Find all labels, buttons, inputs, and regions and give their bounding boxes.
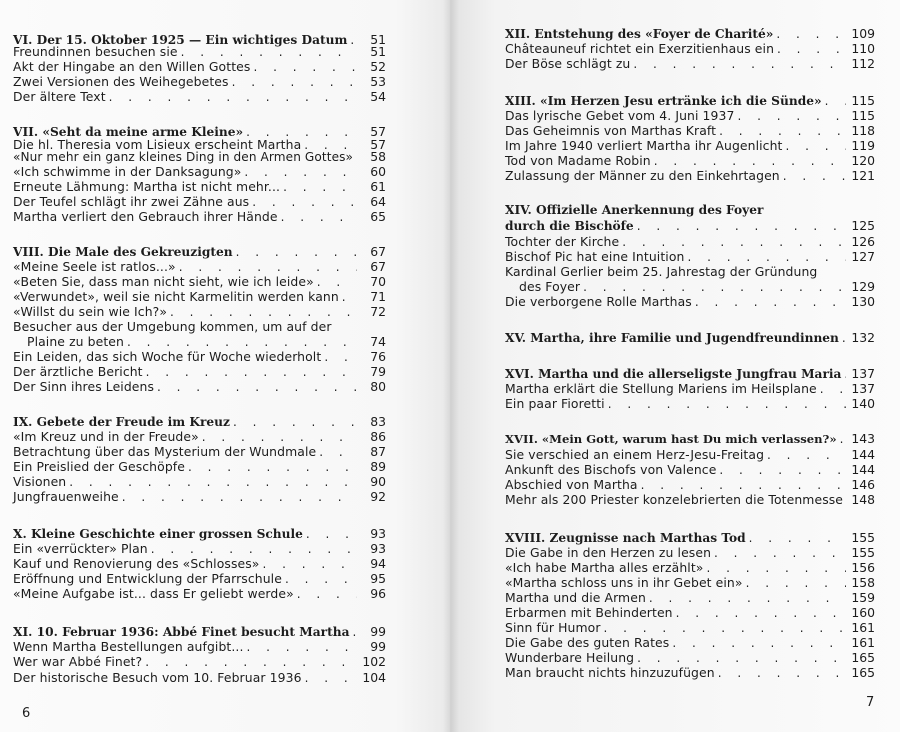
dot-leader	[695, 295, 846, 310]
toc-page-number: 80	[370, 379, 386, 394]
dot-leader	[127, 335, 357, 350]
toc-page-number: 118	[851, 123, 875, 138]
dot-leader	[252, 195, 357, 210]
toc-entry	[505, 56, 875, 71]
dot-leader	[253, 60, 357, 75]
dot-leader	[297, 587, 357, 602]
toc-entry-title: Châteauneuf richtet ein Exerzitienhaus ein	[505, 41, 775, 56]
toc-entry	[13, 459, 386, 474]
dot-leader	[232, 75, 357, 90]
dot-leader	[820, 382, 846, 397]
toc-entry-title: Freundinnen besuchen sie	[13, 44, 178, 59]
toc-entry	[505, 635, 875, 650]
toc-page-number: 70	[370, 274, 386, 289]
toc-entry	[13, 429, 386, 444]
toc-entry-title: Der ärztliche Bericht	[13, 364, 143, 379]
dot-leader	[170, 305, 357, 320]
toc-entry	[505, 294, 875, 309]
toc-entry-title: «Meine Aufgabe ist... dass Er geliebt werde»	[13, 586, 294, 601]
toc-page-number: 130	[851, 294, 875, 309]
toc-entry-title: Besucher aus der Umgebung kommen, um auf der	[13, 319, 332, 334]
toc-entry	[505, 41, 875, 56]
dot-leader	[583, 280, 846, 295]
toc-page-number: 90	[370, 474, 386, 489]
dot-leader	[649, 591, 846, 606]
toc-entry-title: Das Geheimnis von Marthas Kraft	[505, 123, 717, 138]
toc-page-number: 110	[851, 41, 875, 56]
toc-entry	[505, 605, 875, 620]
toc-entry	[13, 89, 386, 104]
dot-leader	[342, 290, 357, 305]
toc-page-number: 121	[851, 168, 875, 183]
dot-leader	[236, 245, 357, 260]
toc-entry-title: Visionen	[13, 474, 67, 489]
dot-leader	[776, 27, 846, 42]
dot-leader	[786, 139, 847, 154]
toc-entry	[505, 234, 875, 249]
toc-chapter-heading	[13, 244, 386, 259]
dot-leader	[244, 165, 357, 180]
toc-entry	[505, 665, 875, 680]
toc-entry	[505, 447, 875, 462]
toc-entry-title: Martha erklärt die Stellung Mariens im Heilsplane	[505, 381, 817, 396]
dot-leader	[637, 651, 846, 666]
dot-leader	[181, 45, 357, 60]
toc-entry-title: VIII. Die Male des Gekreuzigten	[13, 245, 233, 259]
toc-page-number: 126	[851, 234, 875, 249]
toc-page-number: 155	[851, 530, 875, 545]
toc-entry	[13, 586, 386, 601]
dot-leader	[179, 260, 357, 275]
dot-leader	[622, 235, 846, 250]
toc-page-number: 86	[370, 429, 386, 444]
toc-entry-title: Erbarmen mit Behinderten	[505, 605, 673, 620]
toc-entry-title: Die hl. Theresia vom Lisieux erscheint Martha	[13, 137, 302, 152]
toc-entry-title: «Willst du sein wie Ich?»	[13, 304, 168, 319]
toc-entry-title: Man braucht nichts hinzuzufügen	[505, 665, 715, 680]
dot-leader	[324, 350, 357, 365]
dot-leader	[122, 490, 357, 505]
right-page-number: 7	[866, 695, 875, 710]
toc-entry-title: Eröffnung und Entwicklung der Pfarrschule	[13, 571, 282, 586]
toc-page-number: 53	[370, 74, 386, 89]
toc-chapter-heading	[13, 526, 386, 541]
toc-page-number: 51	[370, 44, 386, 59]
toc-entry-title: Die verborgene Rolle Marthas	[505, 294, 692, 309]
toc-entry-title: IX. Gebete der Freude im Kreuz	[13, 415, 230, 429]
toc-entry-title: Ein Leiden, das sich Woche für Woche wiederholt	[13, 349, 322, 364]
toc-chapter-heading	[505, 203, 875, 218]
toc-entry	[505, 153, 875, 168]
toc-page-number: 61	[370, 179, 386, 194]
dot-leader	[151, 542, 357, 557]
dot-leader	[69, 475, 357, 490]
toc-entry-title: XI. 10. Februar 1936: Abbé Finet besucht Martha	[13, 625, 350, 639]
dot-leader	[714, 546, 846, 561]
toc-page-number: 71	[370, 289, 386, 304]
dot-leader	[604, 621, 846, 636]
dot-leader	[157, 380, 357, 395]
right-toc	[450, 0, 900, 732]
toc-page-number: 165	[851, 650, 875, 665]
toc-page-number: 87	[370, 444, 386, 459]
dot-leader	[641, 478, 846, 493]
dot-leader	[233, 415, 357, 430]
toc-entry	[13, 654, 386, 669]
toc-entry	[505, 575, 875, 590]
toc-entry	[13, 379, 386, 394]
dot-leader	[718, 666, 846, 681]
toc-page-number: 109	[851, 26, 875, 41]
toc-entry	[13, 670, 386, 685]
toc-chapter-heading	[505, 330, 875, 345]
dot-leader	[687, 250, 846, 265]
toc-entry	[13, 444, 386, 459]
toc-entry-title: Das lyrische Gebet vom 4. Juni 1937	[505, 108, 735, 123]
dot-leader	[842, 331, 846, 346]
toc-entry-title: Die Gabe des guten Rates	[505, 635, 670, 650]
toc-page-number: 161	[851, 635, 875, 650]
toc-page-number: 79	[370, 364, 386, 379]
dot-leader	[844, 367, 846, 382]
toc-entry	[505, 545, 875, 560]
dot-leader	[654, 154, 846, 169]
toc-entry-title: Der Böse schlägt zu	[505, 56, 631, 71]
dot-leader	[676, 606, 846, 621]
toc-entry	[13, 194, 386, 209]
dot-leader	[306, 527, 357, 542]
toc-page-number: 99	[370, 624, 386, 639]
toc-entry-title: Der Sinn ihres Leidens	[13, 379, 155, 394]
toc-entry-title: Tod von Madame Robin	[505, 153, 651, 168]
toc-page-number: 64	[370, 194, 386, 209]
toc-page-number: 76	[370, 349, 386, 364]
toc-page-number: 155	[851, 545, 875, 560]
toc-page-number: 54	[370, 89, 386, 104]
toc-page-number: 102	[362, 654, 386, 669]
dot-leader	[317, 275, 357, 290]
toc-page-number: 129	[851, 279, 875, 294]
toc-entry-title: «Verwundet», weil sie nicht Karmelitin werden kann	[13, 289, 339, 304]
toc-page-number: 120	[851, 153, 875, 168]
toc-chapter-heading	[505, 218, 875, 233]
toc-entry-title: Kauf und Renovierung des «Schlosses»	[13, 556, 260, 571]
toc-entry-title: Die Gabe in den Herzen zu lesen	[505, 545, 712, 560]
dot-leader	[746, 576, 846, 591]
dot-leader	[202, 430, 357, 445]
toc-entry	[505, 477, 875, 492]
toc-entry-title: XV. Martha, ihre Familie und Jugendfreundinnen	[505, 331, 839, 345]
toc-page-number: 148	[851, 492, 876, 507]
toc-entry-title: Kardinal Gerlier beim 25. Jahrestag der Gründung	[505, 264, 818, 279]
dot-leader	[247, 640, 358, 655]
toc-entry	[13, 474, 386, 489]
toc-page-number: 96	[370, 586, 386, 601]
toc-entry	[505, 249, 875, 264]
toc-entry	[13, 274, 386, 289]
toc-page-number: 52	[370, 59, 386, 74]
toc-page-number: 143	[851, 431, 875, 446]
toc-chapter-heading	[505, 431, 875, 446]
toc-entry	[13, 304, 386, 319]
dot-leader	[608, 397, 846, 412]
toc-chapter-heading	[505, 26, 875, 41]
toc-entry-title: durch die Bischöfe	[505, 219, 634, 233]
toc-entry	[13, 259, 386, 274]
dot-leader	[783, 169, 846, 184]
toc-page-number: 137	[851, 366, 875, 381]
toc-entry	[13, 349, 386, 364]
toc-page-number: 72	[370, 304, 386, 319]
toc-entry	[505, 138, 875, 153]
toc-entry	[13, 289, 386, 304]
toc-entry-title: «Im Kreuz und in der Freude»	[13, 429, 199, 444]
toc-page-number: 156	[851, 560, 875, 575]
toc-entry-title: Martha verliert den Gebrauch ihrer Hände	[13, 209, 278, 224]
toc-entry-title: Der historische Besuch vom 10. Februar 1936	[13, 670, 302, 685]
toc-chapter-heading	[505, 93, 875, 108]
toc-page-number: 132	[851, 330, 875, 345]
toc-entry-title: X. Kleine Geschichte einer grossen Schule	[13, 527, 303, 541]
toc-entry	[505, 492, 875, 507]
toc-entry-title: «Beten Sie, dass man nicht sieht, wie ich leide»	[13, 274, 314, 289]
dot-leader	[188, 460, 357, 475]
dot-leader	[285, 572, 357, 587]
toc-entry-title: Zulassung der Männer zu den Einkehrtagen	[505, 168, 780, 183]
right-page	[450, 0, 900, 732]
toc-entry-title: Akt der Hingabe an den Willen Gottes	[13, 59, 251, 74]
toc-entry-title: «Meine Seele ist ratlos...»	[13, 259, 176, 274]
toc-page-number: 58	[370, 149, 386, 164]
toc-entry	[13, 59, 386, 74]
toc-page-number: 57	[370, 137, 386, 152]
toc-entry	[505, 620, 875, 635]
toc-page-number: 65	[370, 209, 386, 224]
toc-entry-title: Sinn für Humor	[505, 620, 601, 635]
toc-entry-title: XIV. Offizielle Anerkennung des Foyer	[505, 203, 764, 217]
dot-leader	[356, 150, 357, 165]
toc-entry	[13, 44, 386, 59]
dot-leader	[749, 531, 846, 546]
toc-page-number: 104	[362, 670, 386, 685]
toc-entry	[505, 560, 875, 575]
toc-chapter-heading	[13, 624, 386, 639]
dot-leader	[145, 655, 357, 670]
dot-leader	[283, 180, 357, 195]
toc-entry-title: Bischof Pic hat eine Intuition	[505, 249, 685, 264]
toc-page-number: 144	[851, 462, 875, 477]
toc-page-number: 119	[851, 138, 875, 153]
toc-chapter-heading	[505, 366, 875, 381]
toc-entry	[505, 650, 875, 665]
toc-page-number: 93	[370, 541, 386, 556]
toc-page-number: 67	[370, 244, 386, 259]
dot-leader	[706, 561, 846, 576]
toc-entry	[13, 639, 386, 654]
toc-page-number: 146	[851, 477, 875, 492]
toc-page-number: 161	[851, 620, 875, 635]
toc-entry-title: Ankunft des Bischofs von Valence	[505, 462, 717, 477]
toc-entry-title: Sie verschied an einem Herz-Jesu-Freitag	[505, 447, 765, 462]
toc-page-number: 158	[851, 575, 875, 590]
toc-page-number: 144	[851, 447, 875, 462]
toc-entry	[13, 149, 386, 164]
toc-page-number: 115	[851, 108, 875, 123]
dot-leader	[637, 219, 846, 234]
toc-entry-title: Der ältere Text	[13, 89, 106, 104]
toc-entry	[505, 264, 875, 279]
toc-entry	[13, 179, 386, 194]
toc-entry	[13, 489, 386, 504]
dot-leader	[738, 109, 847, 124]
dot-leader	[719, 463, 846, 478]
toc-entry-title: des Foyer	[519, 279, 581, 294]
toc-page-number: 159	[851, 590, 875, 605]
toc-page-number: 125	[851, 218, 875, 233]
dot-leader	[109, 90, 357, 105]
dot-leader	[672, 636, 846, 651]
toc-entry-title: «Nur mehr ein ganz kleines Ding in den Armen Gottes»	[13, 150, 354, 164]
dot-leader	[281, 210, 357, 225]
toc-entry-title: Erneute Lähmung: Martha ist nicht mehr...	[13, 179, 281, 194]
toc-page-number: 94	[370, 556, 386, 571]
toc-chapter-heading	[505, 530, 875, 545]
toc-page-number: 57	[370, 124, 386, 139]
toc-chapter-heading	[13, 414, 386, 429]
toc-page-number: 92	[370, 489, 386, 504]
toc-entry-title: Wer war Abbé Finet?	[13, 654, 143, 669]
toc-entry-title: VII. «Seht da meine arme Kleine»	[13, 125, 244, 139]
toc-entry-title: XVII. «Mein Gott, warum hast Du mich verlassen?»	[505, 432, 837, 446]
dot-leader	[825, 94, 846, 109]
toc-entry-title: XIII. «Im Herzen Jesu ertränke ich die Sünde»	[505, 94, 822, 108]
dot-leader	[767, 448, 846, 463]
toc-entry	[13, 556, 386, 571]
toc-entry-title: Betrachtung über das Mysterium der Wundmale	[13, 444, 317, 459]
toc-entry-title: «Ich habe Martha alles erzählt»	[505, 560, 704, 575]
toc-page-number: 83	[370, 414, 386, 429]
toc-entry-title: Im Jahre 1940 verliert Martha ihr Augenlicht	[505, 138, 783, 153]
toc-entry	[13, 571, 386, 586]
toc-page-number: 51	[370, 32, 386, 47]
toc-entry	[13, 164, 386, 179]
toc-entry	[13, 364, 386, 379]
dot-leader	[352, 625, 357, 640]
dot-leader	[777, 42, 846, 57]
toc-page-number: 165	[851, 665, 875, 680]
toc-page-number: 127	[851, 249, 875, 264]
toc-entry-title: Zwei Versionen des Weihegebetes	[13, 74, 229, 89]
toc-entry-title: Mehr als 200 Priester konzelebrierten die Totenmesse	[505, 492, 844, 507]
toc-entry-title: «Ich schwimme in der Danksagung»	[13, 164, 242, 179]
toc-entry-title: Jungfrauenweihe	[13, 489, 119, 504]
dot-leader	[319, 445, 357, 460]
toc-page-number: 74	[370, 334, 386, 349]
book-gutter	[443, 0, 459, 732]
dot-leader	[305, 671, 357, 686]
toc-page-number: 99	[370, 639, 386, 654]
toc-page-number: 93	[370, 526, 386, 541]
toc-entry-title: Tochter der Kirche	[505, 234, 620, 249]
toc-entry	[505, 108, 875, 123]
toc-entry	[505, 590, 875, 605]
toc-entry	[505, 123, 875, 138]
toc-page-number: 140	[851, 396, 875, 411]
toc-entry-title: «Martha schloss uns in ihr Gebet ein»	[505, 575, 743, 590]
dot-leader	[719, 124, 846, 139]
toc-entry-title: VI. Der 15. Oktober 1925 — Ein wichtiges Datum	[13, 33, 348, 47]
dot-leader	[633, 57, 846, 72]
toc-page-number: 89	[370, 459, 386, 474]
toc-page-number: 60	[370, 164, 386, 179]
toc-entry	[13, 334, 386, 349]
toc-entry	[505, 168, 875, 183]
toc-page-number: 137	[851, 381, 875, 396]
toc-entry	[505, 462, 875, 477]
dot-leader	[262, 557, 357, 572]
toc-page-number: 95	[370, 571, 386, 586]
toc-entry	[13, 209, 386, 224]
toc-page-number: 160	[851, 605, 875, 620]
toc-page-number: 67	[370, 259, 386, 274]
toc-entry	[13, 541, 386, 556]
toc-entry-title: Wunderbare Heilung	[505, 650, 635, 665]
toc-page-number: 115	[851, 93, 875, 108]
toc-entry	[505, 396, 875, 411]
toc-page-number: 112	[851, 56, 875, 71]
toc-entry	[13, 319, 386, 334]
toc-entry	[505, 279, 875, 294]
toc-entry-title: Wenn Martha Bestellungen aufgibt...	[13, 639, 244, 654]
dot-leader	[146, 365, 357, 380]
toc-entry-title: Ein paar Fioretti	[505, 396, 605, 411]
dot-leader	[840, 432, 846, 447]
toc-entry-title: Der Teufel schlägt ihr zwei Zähne aus	[13, 194, 250, 209]
toc-entry-title: Abschied von Martha	[505, 477, 638, 492]
toc-entry	[505, 381, 875, 396]
toc-entry-title: XVI. Martha und die allerseligste Jungfrau Maria	[505, 367, 842, 381]
toc-entry-title: XVIII. Zeugnisse nach Marthas Tod	[505, 531, 746, 545]
toc-entry-title: Ein Preislied der Geschöpfe	[13, 459, 185, 474]
toc-entry-title: XII. Entstehung des «Foyer de Charité»	[505, 27, 774, 41]
left-page-number: 6	[22, 706, 31, 721]
toc-entry	[13, 74, 386, 89]
toc-entry-title: Ein «verrückter» Plan	[13, 541, 148, 556]
toc-entry-title: Martha und die Armen	[505, 590, 646, 605]
toc-entry-title: Plaine zu beten	[27, 334, 124, 349]
